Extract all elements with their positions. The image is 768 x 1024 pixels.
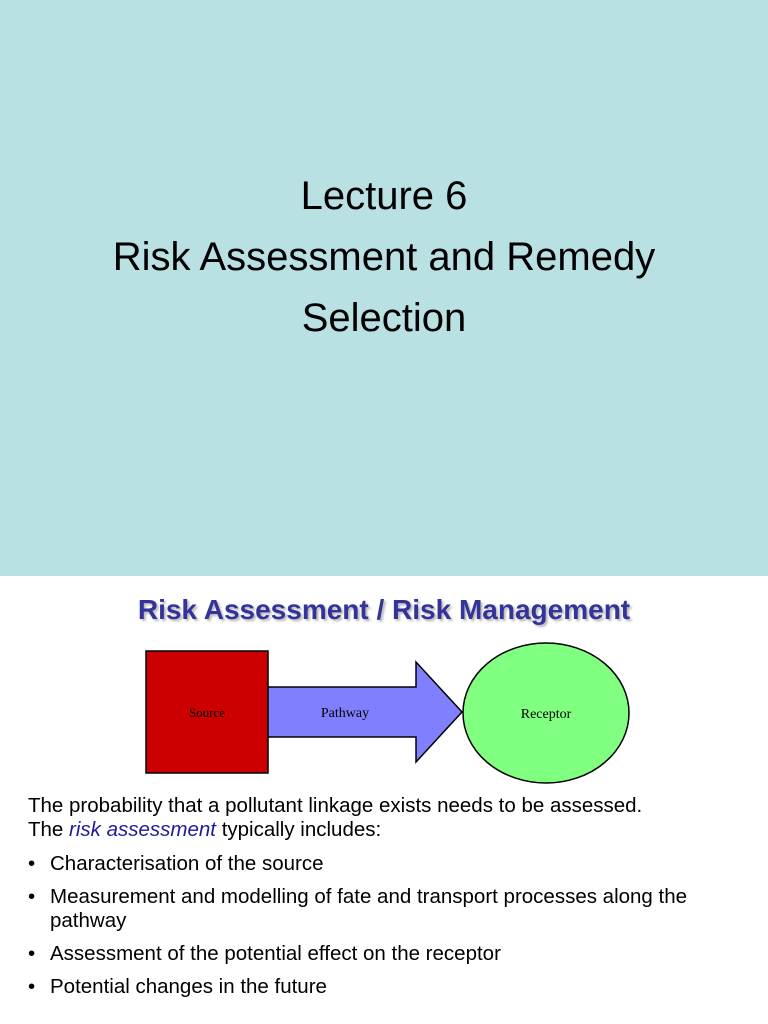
source-pathway-receptor-diagram: [0, 576, 768, 786]
risk-assessment-emphasis: risk assessment: [69, 818, 216, 841]
pathway-label: Pathway: [320, 706, 370, 721]
title-line-2: Risk Assessment and Remedy: [112, 235, 656, 279]
risk-slide: [0, 576, 768, 1024]
bullet-list: [28, 852, 758, 999]
intro-line-2: [28, 818, 758, 842]
list-item: • Potential changes in the future: [28, 975, 758, 999]
body-text: [28, 794, 758, 1008]
intro-line-1: The probability that a pollutant linkage exists needs to be assessed.: [28, 794, 643, 817]
title-line-3: Selection: [301, 296, 467, 340]
slide-heading: Risk Assessment / Risk Management: [137, 594, 631, 625]
source-label: Source: [188, 705, 226, 720]
list-item: • Characterisation of the source: [28, 852, 758, 876]
list-item: • Assessment of the potential effect on the receptor: [28, 942, 758, 966]
receptor-label: Receptor: [520, 707, 572, 722]
list-item: • Measurement and modelling of fate and transport processes along the pathway: [28, 885, 758, 933]
intro-prefix: The: [28, 818, 70, 841]
lecture-title: [0, 166, 768, 349]
title-line-1: Lecture 6: [300, 174, 468, 218]
intro-suffix: typically includes:: [216, 818, 382, 841]
